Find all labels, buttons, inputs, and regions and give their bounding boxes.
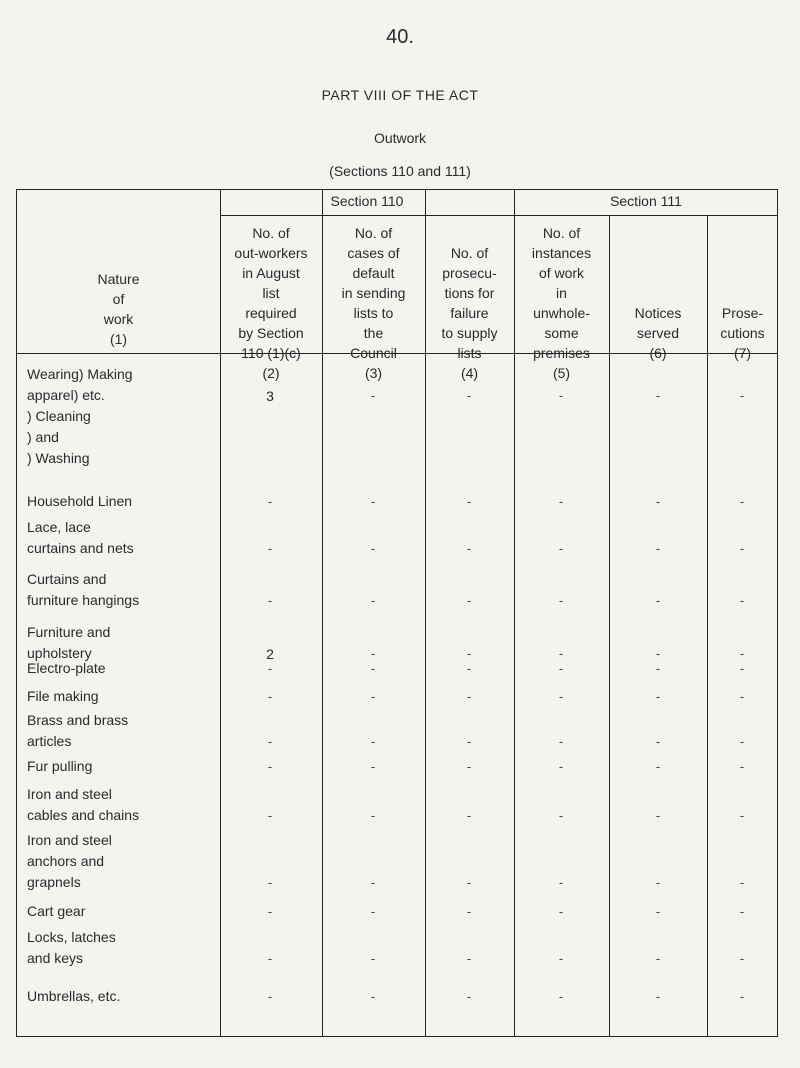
row-label-line: Iron and steel [27, 786, 112, 802]
table-cell: - [466, 494, 472, 509]
row-label-line: ) Cleaning [27, 408, 91, 424]
row-label-line: upholstery [27, 645, 92, 661]
table-cell: - [466, 388, 472, 403]
table-cell: - [267, 494, 273, 509]
table-cell: - [370, 904, 376, 919]
col-header-unwholesome-premises: No. of instances of work in unwhole- some premises (5) [531, 225, 592, 381]
table-cell: - [655, 759, 661, 774]
row-label [27, 658, 106, 679]
table-cell: - [655, 646, 661, 661]
table-cell: - [370, 593, 376, 608]
row-label-line: ) Washing [27, 450, 90, 466]
table-cell: - [739, 734, 745, 749]
row-label-line: articles [27, 733, 72, 749]
row-label [27, 830, 112, 893]
table-cell: - [655, 388, 661, 403]
table-cell: - [267, 661, 273, 676]
page-subtitle: Outwork [373, 130, 427, 146]
table-cell: - [558, 646, 564, 661]
table-cell: - [370, 541, 376, 556]
table-cell: - [739, 689, 745, 704]
outwork-table [16, 189, 778, 1037]
table-cell: - [370, 951, 376, 966]
table-cell: - [739, 646, 745, 661]
row-label-line: Wearing) Making [27, 366, 133, 382]
table-cell: - [466, 875, 472, 890]
table-cell: - [739, 989, 745, 1004]
table-cell: - [655, 734, 661, 749]
table-cell: - [655, 661, 661, 676]
table-cell: - [558, 541, 564, 556]
row-label-line: apparel) etc. [27, 387, 105, 403]
row-label [27, 710, 128, 752]
row-label-line: Electro-plate [27, 660, 106, 676]
table-cell: - [466, 808, 472, 823]
page-number: 40. [386, 26, 414, 48]
table-cell: - [655, 989, 661, 1004]
row-label-line: furniture hangings [27, 592, 140, 608]
section-111-header: Section 111 [610, 193, 682, 209]
sections-note: (Sections 110 and 111) [329, 163, 471, 179]
table-cell: - [267, 734, 273, 749]
table-cell: - [466, 541, 472, 556]
col-header-outworkers: No. of out-workers in August list required by Section 110 (1)(c) (2) [234, 225, 308, 381]
page-title: PART VIII OF THE ACT [321, 87, 479, 103]
table-cell: - [655, 808, 661, 823]
row-label-line: Brass and brass [27, 712, 129, 728]
table-cell: - [558, 808, 564, 823]
table-cell: - [466, 646, 472, 661]
table-cell: - [655, 951, 661, 966]
row-label [27, 784, 139, 826]
table-cell: - [739, 661, 745, 676]
table-cell: - [655, 494, 661, 509]
row-label [27, 927, 116, 969]
row-label-line: Umbrellas, etc. [27, 988, 121, 1004]
table-cell: - [466, 661, 472, 676]
table-cell: - [558, 904, 564, 919]
row-label-line: Furniture and [27, 624, 111, 640]
table-cell: - [739, 951, 745, 966]
table-cell: - [558, 734, 564, 749]
table-cell: - [655, 541, 661, 556]
table-cell: - [739, 593, 745, 608]
row-label-line: ) and [27, 429, 59, 445]
table-cell: 2 [266, 646, 274, 662]
row-label-line: anchors and [27, 853, 105, 869]
row-label [27, 491, 132, 512]
table-cell: - [655, 593, 661, 608]
table-cell: - [370, 759, 376, 774]
row-label [27, 756, 92, 777]
row-label-line: Iron and steel [27, 832, 112, 848]
table-cell: - [558, 661, 564, 676]
table-cell: - [739, 759, 745, 774]
table-cell: - [655, 904, 661, 919]
section-110-header: Section 110 [330, 193, 404, 209]
table-cell: - [739, 388, 745, 403]
table-cell: - [558, 951, 564, 966]
table-cell: - [558, 989, 564, 1004]
row-label-line: cables and chains [27, 807, 140, 823]
table-cell: - [370, 646, 376, 661]
table-cell: - [466, 759, 472, 774]
table-cell: - [466, 989, 472, 1004]
table-cell: - [267, 989, 273, 1004]
table-cell: - [739, 541, 745, 556]
table-cell: - [655, 689, 661, 704]
table-cell: - [370, 494, 376, 509]
table-cell: - [370, 661, 376, 676]
group-divider [220, 215, 778, 216]
col-header-nature-of-work: Nature of work (1) [97, 271, 140, 347]
table-cell: - [267, 759, 273, 774]
row-label [27, 569, 139, 611]
table-cell: - [267, 689, 273, 704]
row-label [27, 986, 120, 1007]
row-label-line: curtains and nets [27, 540, 134, 556]
table-cell: - [267, 904, 273, 919]
row-label-line: Household Linen [27, 493, 133, 509]
table-cell: - [370, 388, 376, 403]
row-label-line: grapnels [27, 874, 81, 890]
row-label-line: File making [27, 688, 99, 704]
table-cell: - [370, 689, 376, 704]
table-cell: - [267, 541, 273, 556]
table-cell: - [466, 734, 472, 749]
table-cell: 3 [266, 388, 274, 404]
table-cell: - [370, 989, 376, 1004]
table-cell: - [267, 593, 273, 608]
table-cell: - [558, 388, 564, 403]
table-cell: - [739, 904, 745, 919]
table-cell: - [267, 951, 273, 966]
table-cell: - [370, 808, 376, 823]
row-label [27, 686, 99, 707]
table-cell: - [466, 951, 472, 966]
table-cell: - [466, 904, 472, 919]
row-label-line: Fur pulling [27, 758, 93, 774]
table-cell: - [739, 494, 745, 509]
row-label-line: Cart gear [27, 903, 86, 919]
row-label [27, 901, 85, 922]
row-label-line: Curtains and [27, 571, 107, 587]
table-cell: - [370, 734, 376, 749]
table-cell: - [370, 875, 376, 890]
table-cell: - [739, 875, 745, 890]
table-cell: - [466, 593, 472, 608]
row-label-line: Locks, latches [27, 929, 116, 945]
col-header-default-cases: No. of cases of default in sending lists to the Council (3) [341, 225, 406, 381]
table-cell: - [558, 593, 564, 608]
table-cell: - [558, 689, 564, 704]
col-header-prosecutions: Prose- cutions (7) [720, 305, 765, 361]
table-cell: - [267, 875, 273, 890]
table-cell: - [558, 759, 564, 774]
row-label-line: and keys [27, 950, 84, 966]
table-cell: - [466, 689, 472, 704]
row-label [27, 364, 133, 469]
col-header-prosecutions-lists: No. of prosecu- tions for failure to supply lists (4) [441, 245, 498, 381]
table-cell: - [739, 808, 745, 823]
table-cell: - [267, 808, 273, 823]
row-label-line: Lace, lace [27, 519, 91, 535]
col-header-notices-served: Notices served (6) [634, 305, 682, 361]
row-label [27, 517, 134, 559]
table-cell: - [558, 875, 564, 890]
table-cell: - [655, 875, 661, 890]
table-cell: - [558, 494, 564, 509]
